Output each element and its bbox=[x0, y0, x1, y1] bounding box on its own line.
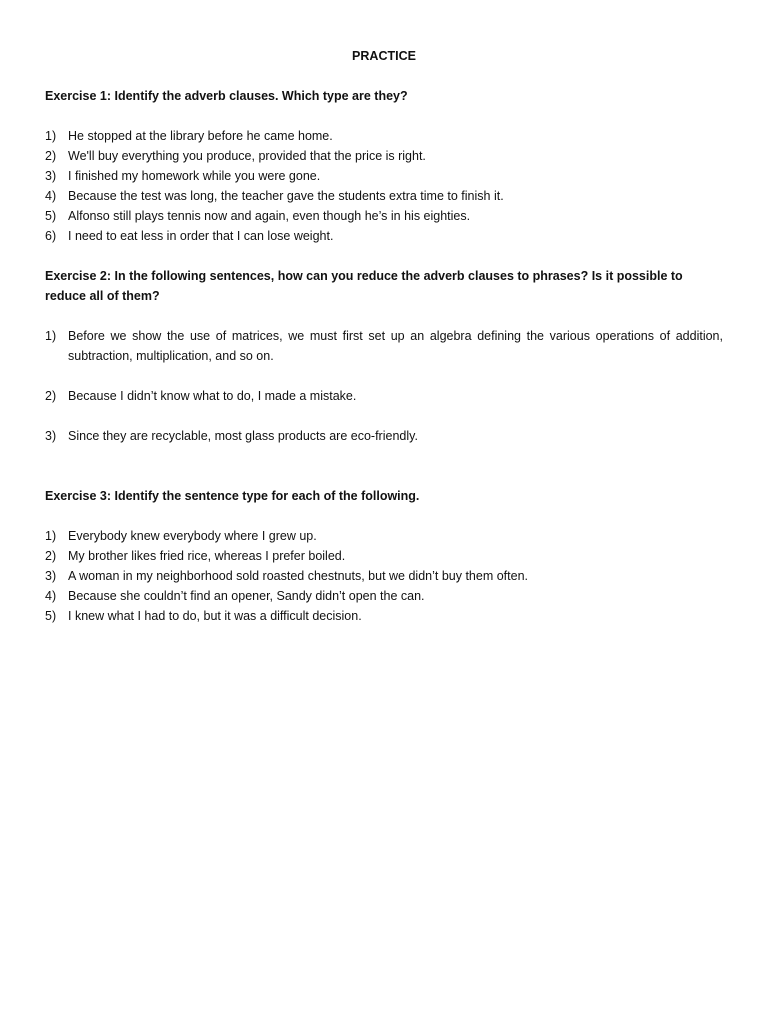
exercise-2 bbox=[45, 266, 723, 446]
item-text: He stopped at the library before he came home. bbox=[68, 129, 333, 143]
page-title: PRACTICE bbox=[352, 49, 416, 63]
exercise-3-item-2 bbox=[45, 546, 723, 566]
spacer bbox=[45, 366, 723, 386]
exercise-1-item-5 bbox=[45, 206, 723, 226]
item-number: 3) bbox=[45, 169, 57, 183]
item-text: Alfonso still plays tennis now and again, even though he’s in his eighties. bbox=[68, 209, 471, 223]
item-number: 2) bbox=[45, 389, 57, 403]
item-text: Because the test was long, the teacher gave the students extra time to finish it. bbox=[68, 189, 504, 203]
item-number: 4) bbox=[45, 189, 57, 203]
exercise-2-list bbox=[45, 326, 723, 446]
spacer bbox=[45, 506, 723, 526]
exercise-2-item-3 bbox=[45, 426, 723, 446]
item-text: My brother likes fried rice, whereas I prefer boiled. bbox=[68, 549, 346, 563]
item-text: I need to eat less in order that I can lose weight. bbox=[68, 229, 334, 243]
exercise-2-item-1 bbox=[45, 326, 723, 366]
exercise-1 bbox=[45, 86, 723, 246]
item-number: 1) bbox=[45, 529, 57, 543]
exercise-2-item-2 bbox=[45, 386, 723, 406]
exercise-3-item-4 bbox=[45, 586, 723, 606]
document-content bbox=[45, 46, 723, 626]
exercise-1-heading: Exercise 1: Identify the adverb clauses. Which type are they? bbox=[45, 89, 408, 103]
item-text: Everybody knew everybody where I grew up. bbox=[68, 529, 317, 543]
item-text: Before we show the use of matrices, we must first set up an algebra defining the various operations of addition, subtraction, multiplication, and so on. bbox=[68, 329, 723, 363]
item-text: A woman in my neighborhood sold roasted chestnuts, but we didn’t buy them often. bbox=[68, 569, 528, 583]
item-number: 3) bbox=[45, 429, 57, 443]
spacer bbox=[45, 106, 723, 126]
exercise-3-item-3 bbox=[45, 566, 723, 586]
spacer bbox=[45, 246, 723, 266]
exercise-1-item-4 bbox=[45, 186, 723, 206]
item-text: I finished my homework while you were gone. bbox=[68, 169, 321, 183]
item-number: 3) bbox=[45, 569, 57, 583]
item-text: Because she couldn’t find an opener, Sandy didn’t open the can. bbox=[68, 589, 425, 603]
exercise-1-item-2 bbox=[45, 146, 723, 166]
item-number: 5) bbox=[45, 209, 57, 223]
spacer bbox=[45, 406, 723, 426]
exercise-2-heading: Exercise 2: In the following sentences, how can you reduce the adverb clauses to phrases? Is it possible to reduce all of them? bbox=[45, 269, 683, 303]
exercise-1-item-3 bbox=[45, 166, 723, 186]
exercise-3-heading: Exercise 3: Identify the sentence type for each of the following. bbox=[45, 489, 420, 503]
exercise-1-list bbox=[45, 126, 723, 246]
item-number: 2) bbox=[45, 549, 57, 563]
exercise-1-item-6 bbox=[45, 226, 723, 246]
item-text: We'll buy everything you produce, provided that the price is right. bbox=[68, 149, 426, 163]
item-number: 2) bbox=[45, 149, 57, 163]
spacer bbox=[45, 306, 723, 326]
exercise-3-list bbox=[45, 526, 723, 626]
exercise-3-item-5 bbox=[45, 606, 723, 626]
spacer bbox=[45, 446, 723, 486]
item-text: Because I didn’t know what to do, I made a mistake. bbox=[68, 389, 357, 403]
item-number: 5) bbox=[45, 609, 57, 623]
exercise-3-item-1 bbox=[45, 526, 723, 546]
exercise-1-item-1 bbox=[45, 126, 723, 146]
item-number: 1) bbox=[45, 329, 57, 343]
item-number: 4) bbox=[45, 589, 57, 603]
item-text: I knew what I had to do, but it was a difficult decision. bbox=[68, 609, 362, 623]
spacer bbox=[45, 66, 723, 86]
item-text: Since they are recyclable, most glass products are eco-friendly. bbox=[68, 429, 418, 443]
item-number: 6) bbox=[45, 229, 57, 243]
exercise-3 bbox=[45, 486, 723, 626]
item-number: 1) bbox=[45, 129, 57, 143]
